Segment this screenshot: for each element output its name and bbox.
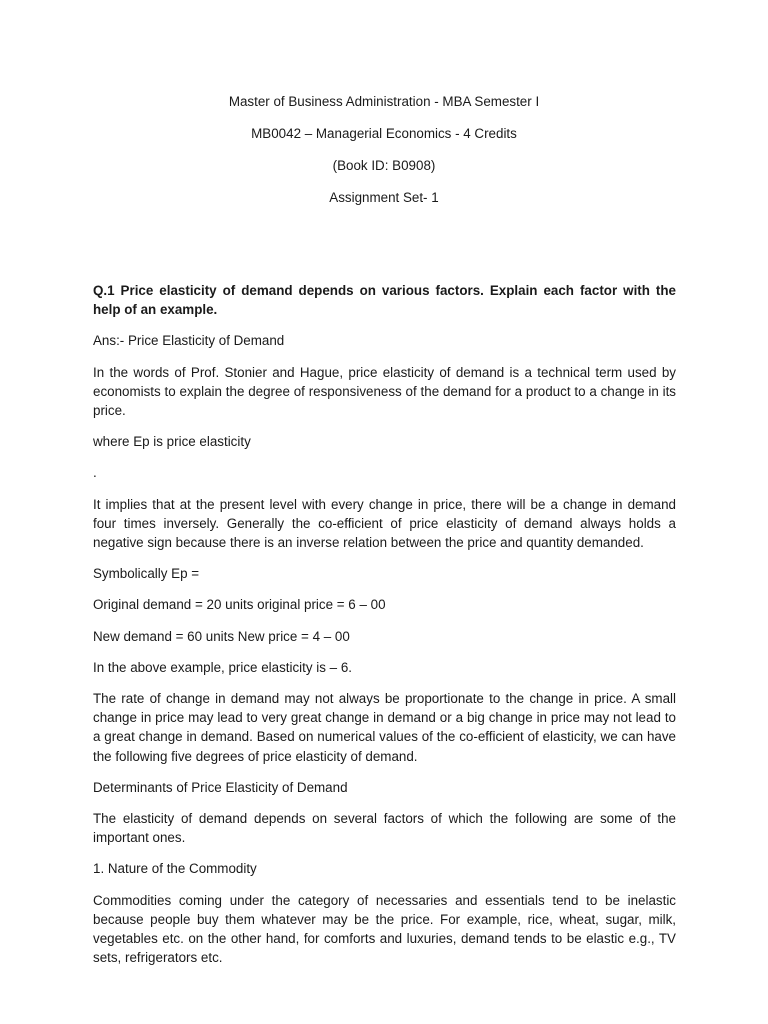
dot-line: .: [93, 465, 97, 481]
new-demand-line: New demand = 60 units New price = 4 – 00: [93, 628, 350, 644]
original-demand-line: Original demand = 20 units original price = 6 – 00: [93, 597, 386, 613]
document-body: [93, 281, 676, 979]
program-title: Master of Business Administration - MBA Semester I: [228, 94, 540, 109]
book-id: (Book ID: B0908): [332, 158, 436, 173]
rate-paragraph: The rate of change in demand may not always be proportionate to the change in price. A small change in price may lead to very great change in demand or a big change in price may not lead to a great change in demand. Based on numerical values of the co-efficient of elasticity, we can have the following five degrees of price elasticity of demand.: [93, 691, 676, 764]
determinants-heading: Determinants of Price Elasticity of Demand: [93, 779, 348, 795]
document-header: [0, 91, 768, 219]
where-line: where Ep is price elasticity: [93, 434, 251, 450]
commodities-paragraph: Commodities coming under the category of necessaries and essentials tend to be inelastic because people buy them whatever may be the price. For example, rice, wheat, sugar, milk, vegetables etc. on the other hand, for comforts and luxuries, demand tends to be elastic e.g., TV sets, refrigerators etc.: [93, 892, 676, 966]
factor1-heading: 1. Nature of the Commodity: [93, 861, 257, 877]
answer-heading: Ans:- Price Elasticity of Demand: [93, 333, 285, 349]
symbolically-line: Symbolically Ep =: [93, 566, 200, 582]
question-text: Q.1 Price elasticity of demand depends on various factors. Explain each factor with the help of an example.: [93, 283, 676, 318]
implies-paragraph: It implies that at the present level with every change in price, there will be a change in demand four times inversely. Generally the co-efficient of price elasticity of demand always holds a negative sign because there is an inverse relation between the price and quantity demanded.: [93, 496, 676, 551]
assignment-set: Assignment Set- 1: [329, 190, 439, 205]
depends-paragraph: The elasticity of demand depends on several factors of which the following are some of the important ones.: [93, 811, 676, 846]
example-result-line: In the above example, price elasticity is – 6.: [93, 659, 353, 675]
course-title: MB0042 – Managerial Economics - 4 Credits: [251, 126, 517, 141]
definition-paragraph: In the words of Prof. Stonier and Hague, price elasticity of demand is a technical term used by economists to explain the degree of responsiveness of the demand for a product to a change in its price.: [93, 364, 676, 419]
